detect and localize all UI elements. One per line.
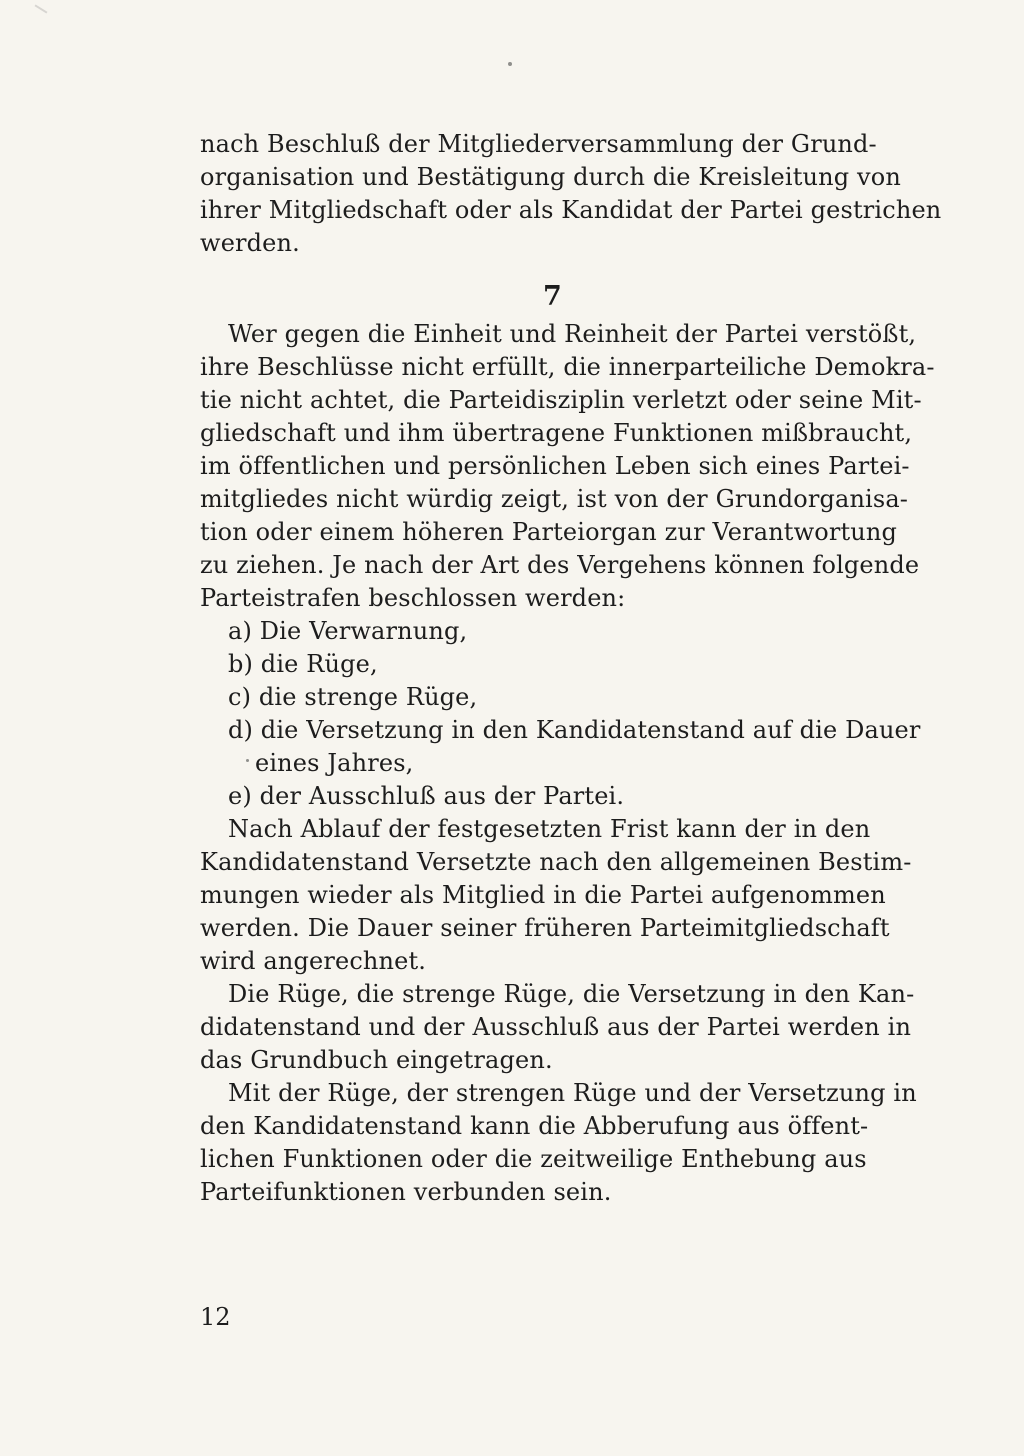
functions-paragraph-line-3: lichen Funktionen oder die zeitweilige Enthebung aus <box>200 1145 867 1173</box>
probation-paragraph-line-5: wird angerechnet. <box>200 947 427 975</box>
probation-paragraph-line-3: mungen wieder als Mitglied in die Partei aufgenommen <box>200 881 886 909</box>
penalty-list-item-d-continuation: eines Jahres, <box>255 749 414 777</box>
functions-paragraph-line-4: Parteifunktionen verbunden sein. <box>200 1178 612 1206</box>
main-paragraph <box>200 318 935 1209</box>
functions-paragraph-line-1: Mit der Rüge, der strengen Rüge und der Versetzung in <box>228 1079 917 1107</box>
registry-paragraph-line-1: Die Rüge, die strenge Rüge, die Versetzung in den Kan- <box>228 980 915 1008</box>
scan-smudge-top-left <box>35 4 48 13</box>
registry-paragraph-line-3: das Grundbuch eingetragen. <box>200 1046 553 1074</box>
scan-speck-top <box>508 62 512 66</box>
top-paragraph <box>200 128 942 260</box>
top-paragraph-line-1 <box>200 128 913 161</box>
probation-paragraph-line-4: werden. Die Dauer seiner früheren Parteimitgliedschaft <box>200 914 890 942</box>
section-number: 7 <box>543 281 562 312</box>
probation-paragraph-line-2: Kandidatenstand Versetzte nach den allgemeinen Bestim- <box>200 848 912 876</box>
text-word: nach Beschluß der Mitgliederversammlung der Grund- <box>200 130 877 158</box>
penalty-list-item-c: c) die strenge Rüge, <box>228 683 478 711</box>
functions-paragraph-line-2: den Kandidatenstand kann die Abberufung aus öffent- <box>200 1112 869 1140</box>
main-paragraph-line-3: tie nicht achtet, die Parteidisziplin verletzt oder seine Mit- <box>200 386 922 414</box>
top-paragraph-line-3: ihrer Mitgliedschaft oder als Kandidat der Partei gestrichen <box>200 196 942 224</box>
penalty-list-item-e: e) der Ausschluß aus der Partei. <box>228 782 625 810</box>
main-paragraph-line-7: tion oder einem höheren Parteiorgan zur Verantwortung <box>200 518 898 546</box>
registry-paragraph-line-2: didatenstand und der Ausschluß aus der Partei werden in <box>200 1013 912 1041</box>
main-paragraph-line-4: gliedschaft und ihm übertragene Funktionen mißbraucht, <box>200 419 913 447</box>
main-paragraph-line-6: mitgliedes nicht würdig zeigt, ist von der Grundorganisa- <box>200 485 909 513</box>
penalty-list-item-d: d) die Versetzung in den Kandidatenstand auf die Dauer <box>228 716 921 744</box>
main-paragraph-line-1: Wer gegen die Einheit und Reinheit der Partei verstößt, <box>228 320 917 348</box>
main-paragraph-line-8: zu ziehen. Je nach der Art des Vergehens können folgende <box>200 551 920 579</box>
penalty-list-item-b: b) die Rüge, <box>228 650 378 678</box>
top-paragraph-line-4: werden. <box>200 229 300 257</box>
main-paragraph-line-5: im öffentlichen und persönlichen Leben sich eines Partei- <box>200 452 910 480</box>
penalty-list-item-a: a) Die Verwarnung, <box>228 617 468 645</box>
probation-paragraph-line-1: Nach Ablauf der festgesetzten Frist kann der in den <box>228 815 871 843</box>
main-paragraph-line-9: Parteistrafen beschlossen werden: <box>200 584 626 612</box>
top-paragraph-line-2: organisation und Bestätigung durch die Kreisleitung von <box>200 163 901 191</box>
page-number: 12 <box>200 1303 231 1331</box>
main-paragraph-line-2: ihre Beschlüsse nicht erfüllt, die innerparteiliche Demokra- <box>200 353 935 381</box>
